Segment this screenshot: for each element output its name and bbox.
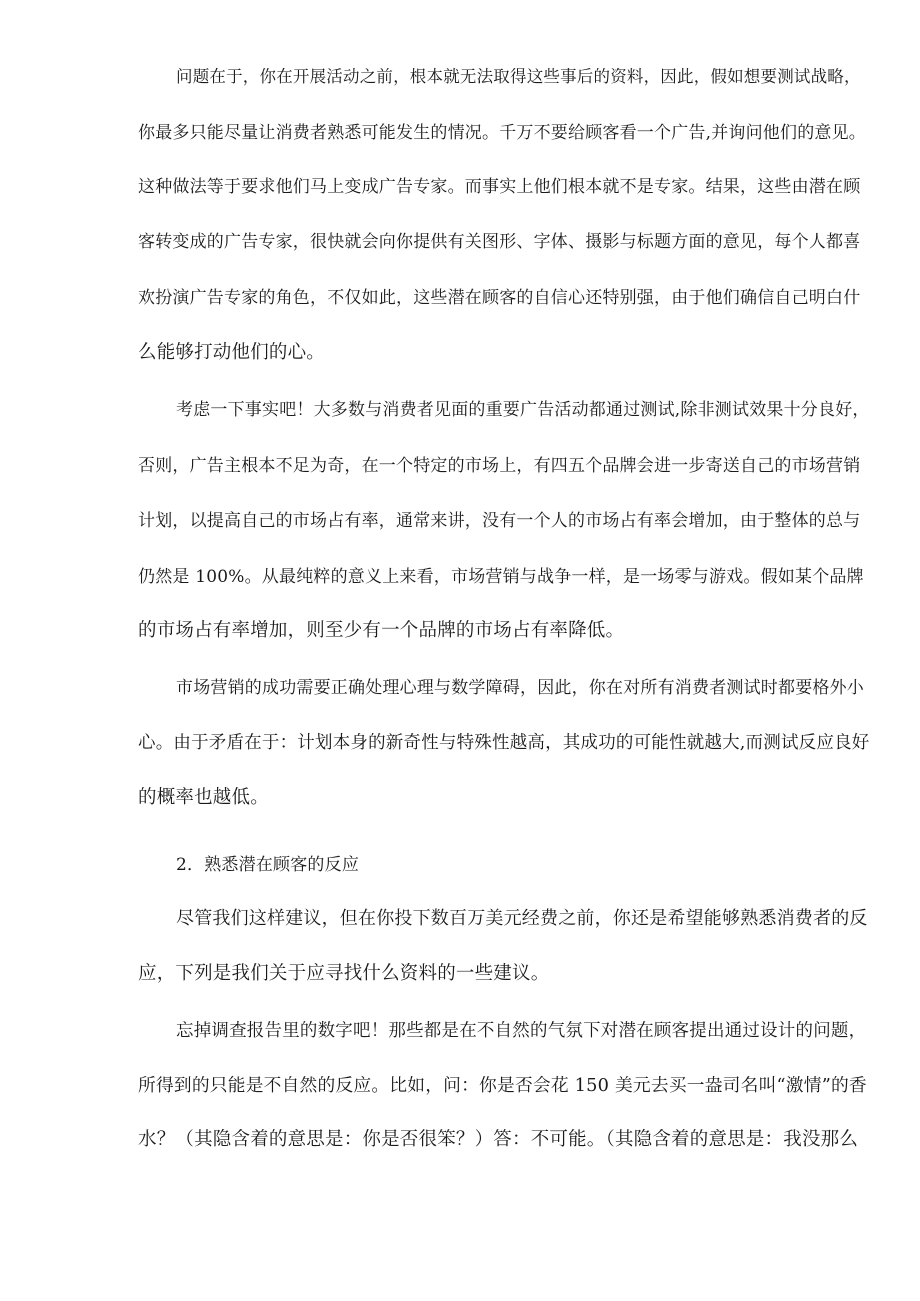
paragraph-3-line-1: 市场营销的成功需要正确处理心理与数学障碍，因此，你在对所有消费者测试时都要格外小 (176, 678, 864, 698)
section-heading: 2．熟悉潜在顾客的反应 (176, 855, 360, 875)
paragraph-2-line-4: 仍然是 100%。从最纯粹的意义上来看，市场营销与战争一样，是一场零与游戏。假如某个品牌 (138, 567, 864, 587)
paragraph-2-line-2: 否则，广告主根本不足为奇，在一个特定的市场上，有四五个品牌会进一步寄送自己的市场营销 (138, 456, 861, 476)
paragraph-1-line-1: 问题在于，你在开展活动之前，根本就无法取得这些事后的资料，因此，假如想要测试战略， (176, 67, 861, 86)
paragraph-4-line-2: 应，下列是我们关于应寻找什么资料的一些建议。 (138, 963, 550, 984)
paragraph-1-line-3: 这种做法等于要求他们马上变成广告专家。而事实上他们根本就不是专家。结果，这些由潜在顾 (138, 177, 861, 197)
paragraph-3-line-3: 的概率也越低。 (138, 787, 269, 808)
paragraph-2-line-3: 计划，以提高自己的市场占有率，通常来讲，没有一个人的市场占有率会增加，由于整体的总与 (138, 511, 861, 531)
paragraph-5-line-3: 水？（其隐含着的意思是：你是否很笨？）答：不可能。（其隐含着的意思是：我没那么 (138, 1129, 859, 1150)
paragraph-5-line-1: 忘掉调查报告里的数字吧！那些都是在不自然的气氛下对潜在顾客提出通过设计的问题， (176, 1021, 867, 1041)
paragraph-5-line-2: 所得到的只能是不自然的反应。比如，问：你是否会花 150 美元去买一盎司名叫“激情”的香 (138, 1076, 867, 1096)
paragraph-2-line-1: 考虑一下事实吧！大多数与消费者见面的重要广告活动都通过测试,除非测试效果十分良好， (176, 400, 870, 420)
paragraph-4-line-1: 尽管我们这样建议，但在你投下数百万美元经费之前，你还是希望能够熟悉消费者的反 (176, 908, 868, 929)
paragraph-3-line-2: 心。由于矛盾在于：计划本身的新奇性与特殊性越高，其成功的可能性就越大,而测试反应良好 (138, 733, 870, 753)
paragraph-1-line-6: 么能够打动他们的心。 (138, 342, 326, 363)
paragraph-1-line-2: 你最多只能尽量让消费者熟悉可能发生的情况。千万不要给顾客看一个广告,并询问他们的意见。 (138, 123, 867, 143)
paragraph-1-line-4: 客转变成的广告专家，很快就会向你提供有关图形、字体、摄影与标题方面的意见，每个人都喜 (138, 232, 861, 252)
paragraph-2-line-5: 的市场占有率增加，则至少有一个品牌的市场占有率降低。 (138, 620, 625, 641)
paragraph-1-line-5: 欢扮演广告专家的角色，不仅如此，这些潜在顾客的自信心还特别强，由于他们确信自己明白什 (138, 288, 861, 308)
